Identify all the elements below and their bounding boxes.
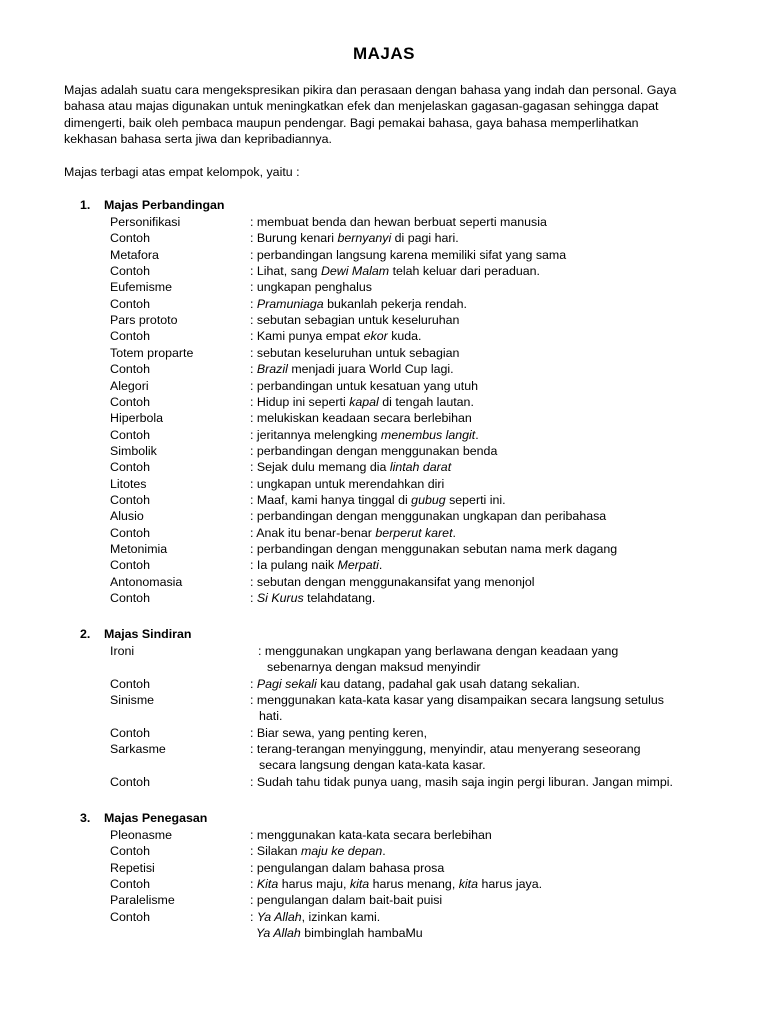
text-run: : pengulangan dalam bahasa prosa: [250, 860, 445, 875]
row-term: Contoh: [110, 877, 150, 892]
row-term: Metonimia: [110, 542, 168, 556]
italic-phrase: ekor: [363, 329, 388, 344]
intro-line: Majas adalah suatu cara mengekspresikan pikira dan perasaan dengan bahasa yang indah dan personal. Gaya: [64, 83, 677, 97]
row-description: [250, 230, 710, 246]
text-run: :: [250, 877, 257, 892]
text-run: : Maaf, kami hanya tinggal di: [250, 492, 412, 507]
text-run: di tengah lautan.: [378, 394, 474, 409]
text-run: : sebutan keseluruhan untuk sebagian: [250, 345, 460, 360]
row-term: Ironi: [110, 644, 135, 658]
row-description: [250, 692, 730, 725]
row-description: [250, 459, 710, 475]
section-title: Majas Sindiran: [104, 627, 192, 641]
row-term: Contoh: [110, 591, 150, 606]
italic-phrase: Ya Allah: [256, 909, 302, 924]
row-term: Totem proparte: [110, 345, 194, 360]
text-run: : perbandingan dengan menggunakan ungkapan dan peribahasa: [250, 509, 607, 524]
row-description: [250, 263, 710, 279]
text-run: : Anak itu benar-benar: [250, 525, 376, 540]
text-run: :: [250, 591, 257, 606]
text-run: secara langsung dengan kata-kata kasar.: [259, 758, 486, 773]
row-term: Contoh: [110, 427, 150, 442]
row-description: [250, 574, 710, 590]
text-run: menjadi juara World Cup lagi.: [287, 362, 454, 377]
row-term: Contoh: [110, 264, 150, 279]
text-run: : Kami punya empat: [250, 329, 364, 344]
row-term: Contoh: [110, 329, 150, 344]
section-title: Majas Penegasan: [104, 811, 208, 825]
row-description-continuation: [250, 925, 710, 941]
row-term: Contoh: [110, 362, 150, 377]
row-term: Personifikasi: [110, 215, 181, 229]
row-term: Hiperbola: [110, 411, 164, 426]
text-run: kau datang, padahal gak usah datang sekalian.: [316, 676, 580, 691]
row-description: [250, 676, 730, 692]
text-run: , izinkan kami.: [301, 909, 381, 924]
italic-phrase: kapal: [349, 394, 379, 409]
row-description: [250, 525, 710, 541]
row-term: Pleonasme: [110, 828, 172, 842]
section-title: Majas Perbandingan: [104, 198, 225, 212]
text-run: : menggunakan ungkapan yang berlawana dengan keadaan yang: [258, 644, 619, 658]
text-run: harus jaya.: [478, 877, 543, 892]
page-title: MAJAS: [352, 44, 415, 63]
row-description: [250, 443, 710, 459]
row-description: [250, 860, 710, 876]
intro-paragraph: [64, 82, 704, 147]
intro-line: bahasa atau majas digunakan untuk meningkatkan efek dan menjelaskan gagasan-gagasan sehingga dapat: [64, 99, 659, 114]
row-description: [250, 774, 730, 790]
row-description: [250, 827, 710, 843]
row-description: [250, 909, 710, 942]
text-run: : Sejak dulu memang dia: [250, 460, 390, 475]
italic-phrase: Ya Allah: [256, 926, 301, 941]
row-term: Contoh: [110, 460, 150, 475]
italic-phrase: menembus langit: [380, 427, 476, 442]
row-term: Sarkasme: [110, 742, 166, 757]
italic-phrase: kita: [349, 877, 370, 892]
italic-phrase: Si Kurus: [256, 591, 304, 606]
row-description: [250, 279, 710, 295]
row-description: [250, 296, 710, 312]
row-term: Simbolik: [110, 443, 157, 458]
row-description: [250, 508, 710, 524]
row-term: Contoh: [110, 558, 150, 573]
italic-phrase: gubug: [411, 492, 446, 507]
row-term: Contoh: [110, 394, 150, 409]
text-run: : perbandingan dengan menggunakan sebutan nama merk dagang: [250, 542, 618, 556]
text-run: : Ia pulang naik: [250, 558, 338, 573]
row-description-continuation: [258, 659, 738, 675]
italic-phrase: Pramuniaga: [256, 296, 324, 311]
row-term: Contoh: [110, 492, 150, 507]
row-description: [250, 476, 710, 492]
italic-phrase: lintah darat: [389, 460, 452, 475]
text-run: : perbandingan untuk kesatuan yang utuh: [250, 378, 479, 393]
italic-phrase: berperut karet: [375, 525, 453, 540]
text-run: .: [475, 427, 479, 442]
text-run: .: [378, 558, 383, 573]
text-run: bukanlah pekerja rendah.: [323, 296, 467, 311]
italic-phrase: Kita: [256, 877, 279, 892]
row-description: [250, 590, 710, 606]
row-description: [250, 214, 710, 230]
row-description: [250, 492, 710, 508]
section-number: 2.: [80, 627, 91, 641]
italic-phrase: Pagi sekali: [256, 676, 317, 691]
text-run: : Lihat, sang: [250, 264, 321, 279]
row-term: Pars prototo: [110, 313, 178, 328]
row-term: Sinisme: [110, 693, 155, 708]
text-run: kuda.: [387, 329, 422, 344]
row-term: Contoh: [110, 676, 150, 691]
section-heading: [80, 197, 225, 213]
row-description-continuation: [250, 708, 730, 724]
italic-phrase: Brazil: [256, 362, 288, 377]
text-run: : pengulangan dalam bait-bait puisi: [250, 893, 443, 908]
row-term: Alusio: [110, 509, 144, 524]
text-run: bimbinglah hambaMu: [300, 926, 423, 941]
text-run: telah keluar dari peraduan.: [389, 264, 540, 279]
row-term: Contoh: [110, 844, 150, 859]
text-run: : jeritannya melengking: [250, 427, 381, 442]
text-run: : Sudah tahu tidak punya uang, masih saja ingin pergi liburan. Jangan mimpi.: [250, 774, 673, 789]
row-description: [258, 643, 738, 676]
row-term: Contoh: [110, 525, 150, 540]
text-run: :: [250, 296, 257, 311]
italic-phrase: kita: [458, 877, 479, 892]
text-run: telahdatang.: [303, 591, 376, 606]
text-run: : Silakan: [250, 844, 301, 859]
text-run: : membuat benda dan hewan berbuat seperti manusia: [250, 215, 547, 229]
text-run: di pagi hari.: [391, 231, 459, 246]
row-description: [250, 427, 710, 443]
row-term: Contoh: [110, 909, 150, 924]
text-run: : perbandingan dengan menggunakan benda: [250, 443, 498, 458]
text-run: harus menang,: [369, 877, 459, 892]
row-description: [250, 892, 710, 908]
row-description: [250, 725, 730, 741]
text-run: : perbandingan langsung karena memiliki sifat yang sama: [250, 247, 567, 262]
italic-phrase: Dewi Malam: [320, 264, 390, 279]
row-description: [250, 378, 710, 394]
intro-line: dimengerti, baik oleh pembaca maupun pendengar. Bagi pemakai bahasa, gaya bahasa memperlihatkan: [64, 115, 639, 130]
row-term: Metafora: [110, 247, 159, 262]
row-description: [250, 345, 710, 361]
text-run: :: [250, 676, 257, 691]
section-number: 1.: [80, 198, 91, 212]
row-description: [250, 312, 710, 328]
text-run: hati.: [259, 709, 283, 724]
text-run: harus maju,: [278, 877, 350, 892]
row-description: [250, 541, 710, 557]
italic-phrase: bernyanyi: [337, 231, 392, 246]
section-heading: [80, 810, 207, 826]
text-run: :: [250, 362, 257, 377]
text-run: : Hidup ini seperti: [250, 394, 350, 409]
row-term: Repetisi: [110, 860, 155, 875]
row-term: Paralelisme: [110, 893, 175, 908]
row-description: [250, 394, 710, 410]
text-run: : menggunakan kata-kata secara berlebihan: [250, 828, 492, 842]
text-run: .: [452, 525, 456, 540]
text-run: seperti ini.: [445, 492, 506, 507]
row-description: [250, 741, 730, 774]
row-description: [250, 843, 710, 859]
text-run: : terang-terangan menyinggung, menyindir, atau menyerang seseorang: [250, 742, 641, 757]
row-description: [250, 361, 710, 377]
text-run: sebenarnya dengan maksud menyindir: [267, 660, 481, 675]
text-run: .: [382, 844, 386, 859]
row-term: Contoh: [110, 231, 150, 246]
section-number: 3.: [80, 811, 91, 825]
text-run: : sebutan dengan menggunakansifat yang menonjol: [250, 574, 535, 589]
row-term: Contoh: [110, 296, 150, 311]
text-run: : sebutan sebagian untuk keseluruhan: [250, 313, 460, 328]
row-description: [250, 410, 710, 426]
row-term: Contoh: [110, 774, 150, 789]
row-description: [250, 557, 710, 573]
text-run: : Burung kenari: [250, 231, 338, 246]
text-run: : melukiskan keadaan secara berlebihan: [250, 411, 472, 426]
row-term: Alegori: [110, 378, 149, 393]
text-run: : menggunakan kata-kata kasar yang disampaikan secara langsung setulus: [250, 693, 664, 708]
section-heading: [80, 626, 191, 642]
italic-phrase: maju ke depan: [300, 844, 383, 859]
row-term: Contoh: [110, 725, 150, 740]
row-description: [250, 328, 710, 344]
row-term: Antonomasia: [110, 574, 183, 589]
intro-line: kekhasan bahasa serta jiwa dan kepribadiannya.: [64, 131, 332, 146]
text-run: : ungkapan penghalus: [250, 280, 372, 295]
row-term: Eufemisme: [110, 280, 172, 295]
row-description: [250, 876, 710, 892]
italic-phrase: Merpati: [337, 558, 379, 573]
row-term: Litotes: [110, 476, 147, 491]
text-run: : Biar sewa, yang penting keren,: [250, 725, 428, 740]
groups-intro: Majas terbagi atas empat kelompok, yaitu :: [64, 165, 300, 179]
text-run: : ungkapan untuk merendahkan diri: [250, 476, 445, 491]
row-description-continuation: [250, 757, 730, 773]
text-run: :: [250, 909, 257, 924]
row-description: [250, 247, 710, 263]
